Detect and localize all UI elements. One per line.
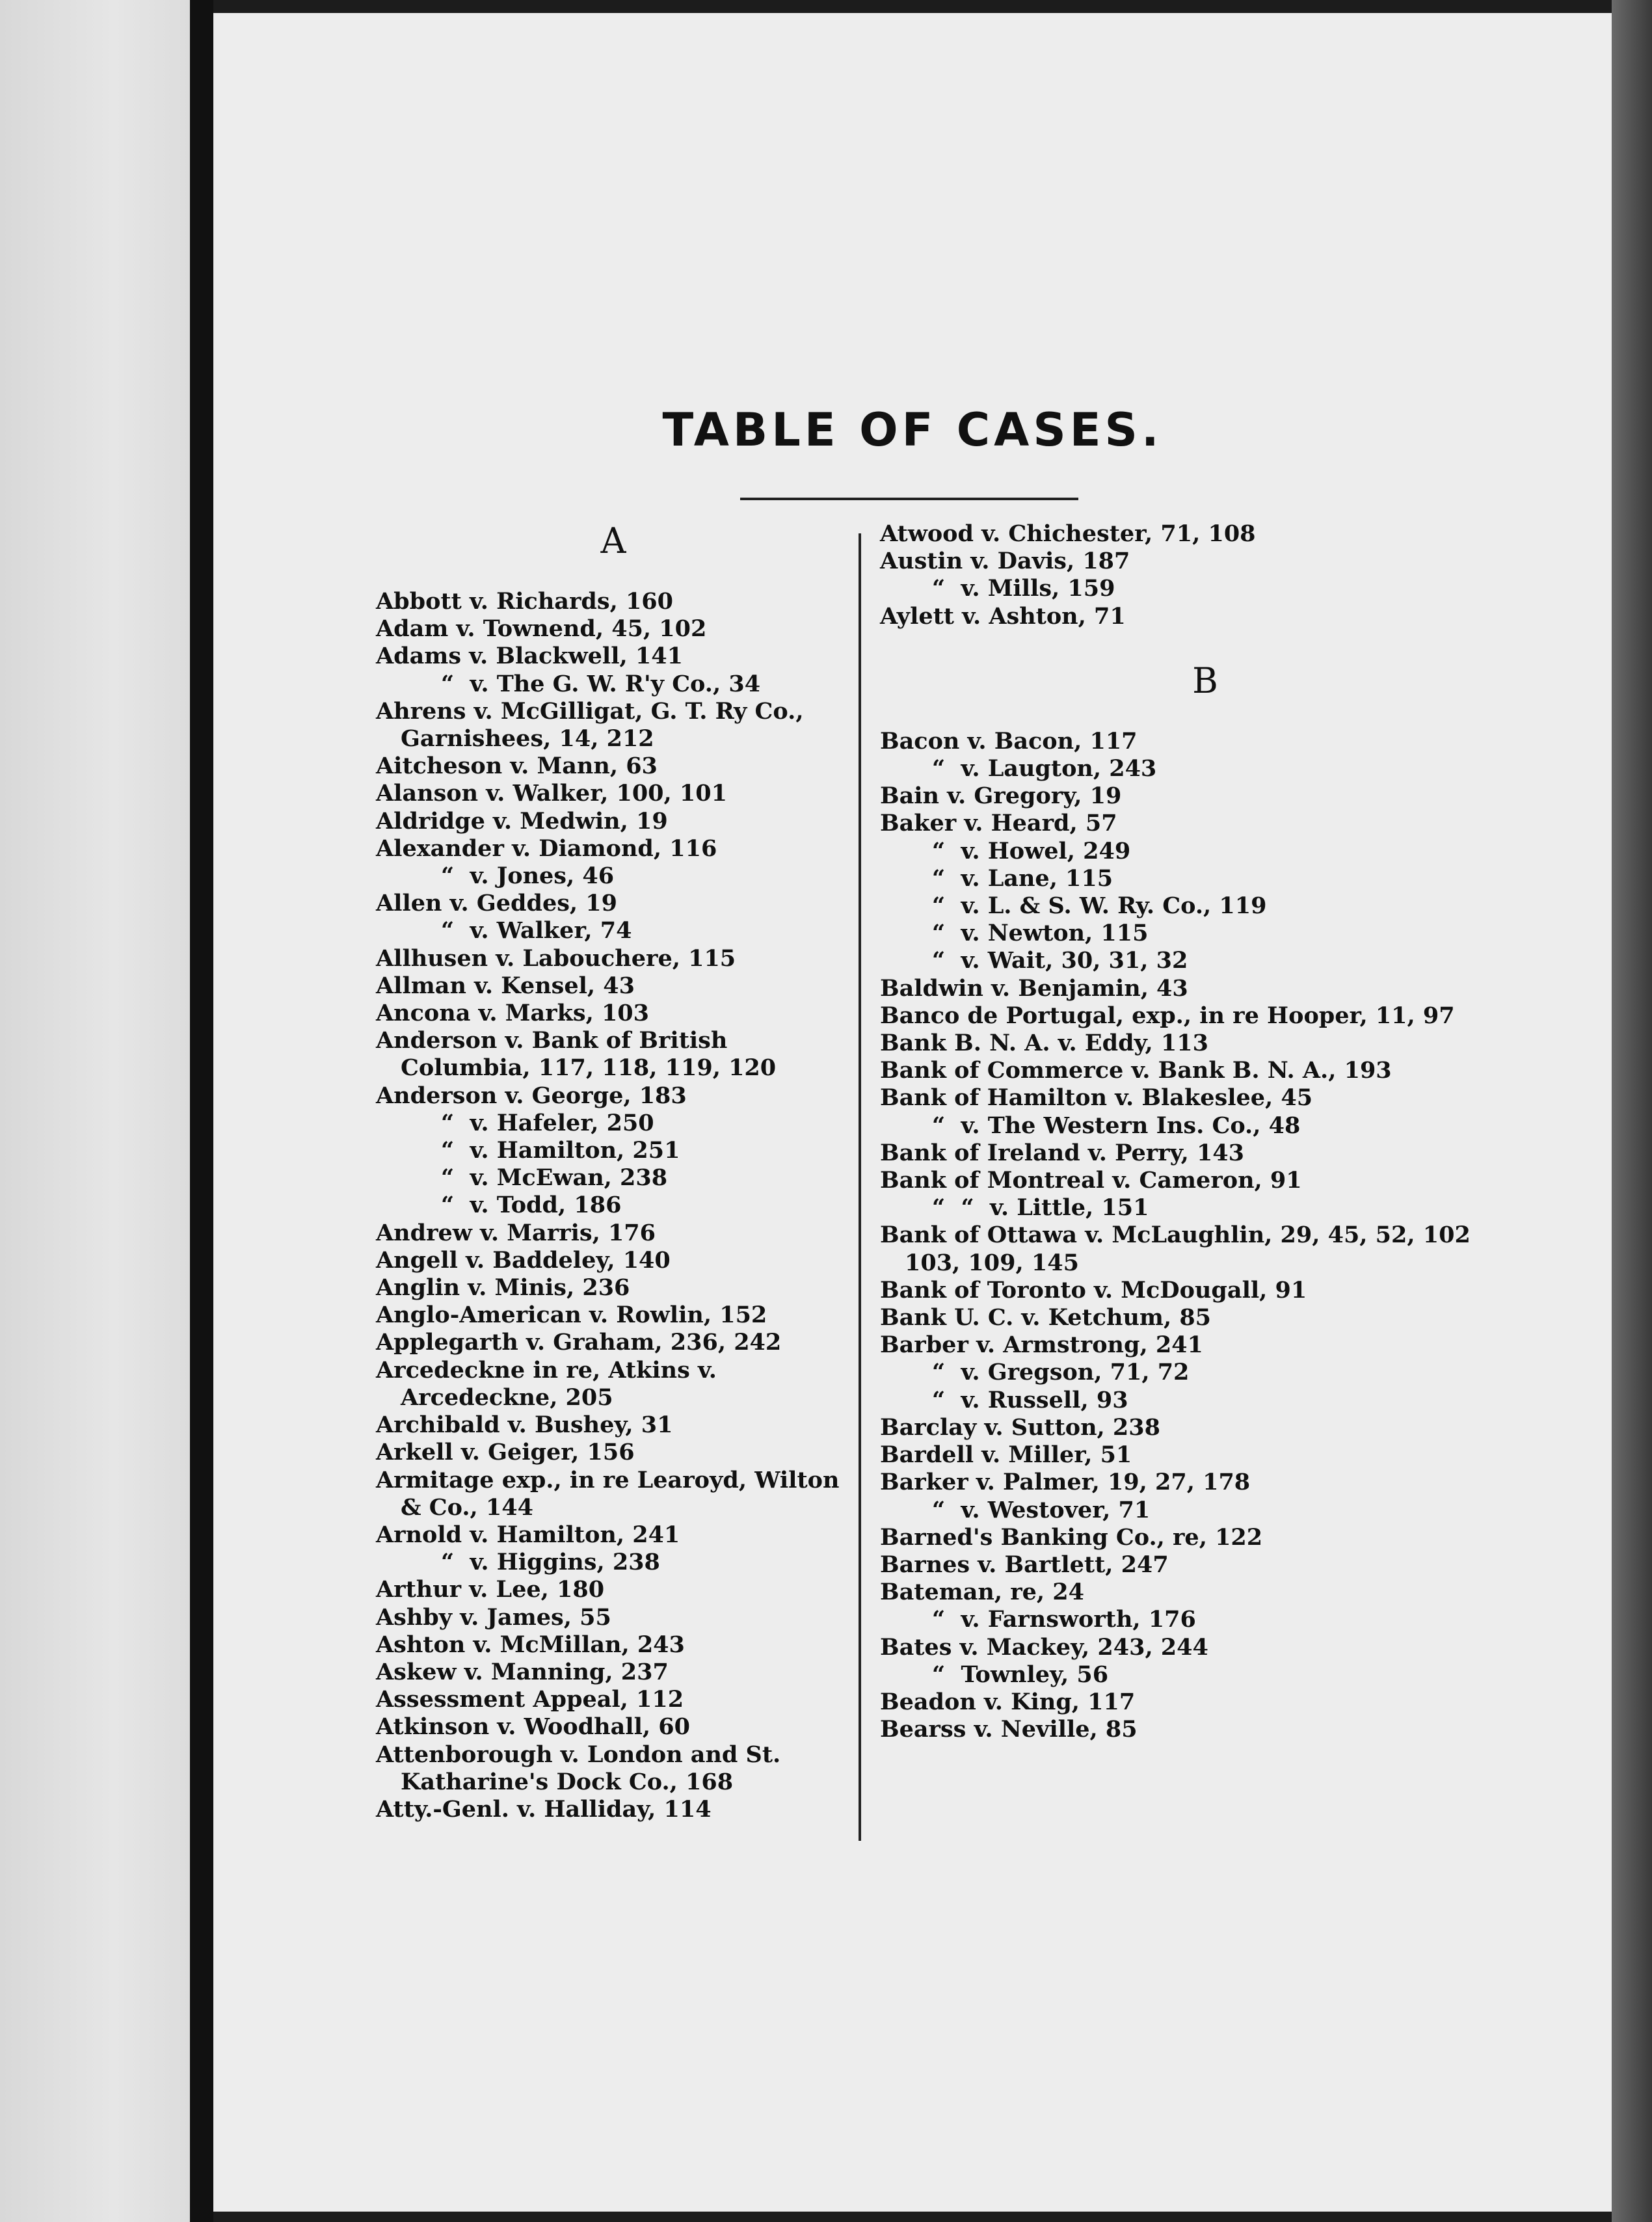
case-entry: Bates v. Mackey, 243, 244 <box>880 1633 1208 1661</box>
case-entry: Barker v. Palmer, 19, 27, 178 <box>880 1469 1251 1496</box>
case-entry: “ v. Walker, 74 <box>441 917 632 944</box>
case-entry: Bank of Toronto v. McDougall, 91 <box>880 1276 1307 1304</box>
case-entry: Abbott v. Richards, 160 <box>376 588 674 615</box>
case-entry: Assessment Appeal, 112 <box>376 1686 684 1713</box>
case-entry: “ v. The G. W. R'y Co., 34 <box>441 670 761 697</box>
case-entry: Bank of Montreal v. Cameron, 91 <box>880 1167 1302 1194</box>
case-entry: Bain v. Gregory, 19 <box>880 783 1122 810</box>
title-rule <box>740 498 1078 500</box>
case-list <box>880 728 1530 1744</box>
case-entry: Atwood v. Chichester, 71, 108 <box>880 520 1256 547</box>
case-entry: Bearss v. Neville, 85 <box>880 1716 1138 1743</box>
case-entry: Allen v. Geddes, 19 <box>376 890 617 917</box>
column-divider <box>859 533 861 1841</box>
case-entry: Arthur v. Lee, 180 <box>376 1576 605 1603</box>
case-entry: Armitage exp., in re Learoyd, Wilton & Co., 144 <box>376 1466 847 1521</box>
case-entry: Ashton v. McMillan, 243 <box>376 1631 685 1658</box>
section-letter: B <box>1192 660 1218 701</box>
case-entry: Bateman, re, 24 <box>880 1579 1085 1606</box>
case-entry: Barclay v. Sutton, 238 <box>880 1413 1160 1441</box>
case-entry: “ v. The Western Ins. Co., 48 <box>932 1112 1301 1139</box>
case-entry: “ v. Howel, 249 <box>932 837 1131 864</box>
case-entry: Bank of Hamilton v. Blakeslee, 45 <box>880 1084 1313 1112</box>
case-entry: Archibald v. Bushey, 31 <box>376 1412 673 1439</box>
document-page <box>213 13 1612 2212</box>
case-entry: Ancona v. Marks, 103 <box>376 1000 649 1027</box>
case-entry: “ v. Newton, 115 <box>932 920 1149 947</box>
case-entry: “ v. Higgins, 238 <box>441 1549 660 1576</box>
case-entry: Beadon v. King, 117 <box>880 1688 1136 1715</box>
case-entry: Arcedeckne in re, Atkins v. Arcedeckne, 205 <box>376 1356 725 1411</box>
case-entry: “ v. Lane, 115 <box>932 864 1113 892</box>
case-entry: Anderson v. Bank of British Columbia, 117, 118, 119, 120 <box>376 1027 777 1082</box>
case-entry: Bardell v. Miller, 51 <box>880 1441 1132 1469</box>
case-entry: Adam v. Townend, 45, 102 <box>376 615 707 643</box>
case-entry: Arkell v. Geiger, 156 <box>376 1439 635 1466</box>
case-entry: Bank of Ireland v. Perry, 143 <box>880 1139 1245 1166</box>
case-entry: Applegarth v. Graham, 236, 242 <box>376 1329 782 1356</box>
page-right-edge <box>1612 0 1652 2222</box>
case-entry: Angell v. Baddeley, 140 <box>376 1246 671 1274</box>
case-entry: Ashby v. James, 55 <box>376 1603 611 1631</box>
case-entry: “ v. Todd, 186 <box>441 1192 622 1219</box>
case-entry: “ v. L. & S. W. Ry. Co., 119 <box>932 892 1267 920</box>
case-entry: “ Townley, 56 <box>932 1661 1109 1688</box>
case-entry: Barnes v. Bartlett, 247 <box>880 1551 1169 1578</box>
case-entry: “ v. Hafeler, 250 <box>441 1109 654 1136</box>
case-entry: “ v. Farnsworth, 176 <box>932 1606 1196 1633</box>
case-entry: Anglin v. Minis, 236 <box>376 1274 630 1302</box>
case-entry: Bank U. C. v. Ketchum, 85 <box>880 1304 1212 1332</box>
case-entry: “ v. Jones, 46 <box>441 863 615 890</box>
case-entry: Adams v. Blackwell, 141 <box>376 643 683 670</box>
case-entry: Atkinson v. Woodhall, 60 <box>376 1713 690 1741</box>
case-entry: Anglo-American v. Rowlin, 152 <box>376 1302 767 1329</box>
case-entry: Allman v. Kensel, 43 <box>376 972 635 999</box>
case-entry: Bank of Ottawa v. McLaughlin, 29, 45, 52, 102 103, 109, 145 <box>880 1222 1478 1276</box>
right-column <box>880 520 1530 1743</box>
case-entry: Askew v. Manning, 237 <box>376 1658 669 1685</box>
case-entry: Bank B. N. A. v. Eddy, 113 <box>880 1030 1208 1057</box>
case-entry: “ v. Mills, 159 <box>932 575 1115 602</box>
case-entry: Austin v. Davis, 187 <box>880 548 1130 575</box>
case-entry: Alexander v. Diamond, 116 <box>376 835 717 862</box>
case-entry: Aylett v. Ashton, 71 <box>880 602 1126 630</box>
case-entry: Arnold v. Hamilton, 241 <box>376 1521 680 1548</box>
left-column <box>376 520 851 1823</box>
case-entry: Ahrens v. McGilligat, G. T. Ry Co., Garnishees, 14, 212 <box>376 697 812 753</box>
case-entry: “ v. Wait, 30, 31, 32 <box>932 947 1188 974</box>
case-entry: “ v. Westover, 71 <box>932 1496 1151 1523</box>
case-list <box>880 520 1530 630</box>
case-entry: Bacon v. Bacon, 117 <box>880 727 1138 755</box>
case-entry: “ v. Russell, 93 <box>932 1386 1128 1413</box>
case-entry: “ v. Gregson, 71, 72 <box>932 1359 1190 1386</box>
case-list <box>376 588 851 1823</box>
case-entry: “ v. McEwan, 238 <box>441 1164 668 1192</box>
case-entry: Barned's Banking Co., re, 122 <box>880 1523 1263 1551</box>
case-entry: Barber v. Armstrong, 241 <box>880 1332 1203 1359</box>
case-entry: Allhusen v. Labouchere, 115 <box>376 944 736 972</box>
case-entry: Alanson v. Walker, 100, 101 <box>376 780 727 807</box>
case-entry: “ v. Hamilton, 251 <box>441 1137 680 1164</box>
case-entry: Baldwin v. Benjamin, 43 <box>880 974 1188 1002</box>
case-entry: Attenborough v. London and St. Katharine's Dock Co., 168 <box>376 1741 789 1795</box>
case-entry: Bank of Commerce v. Bank B. N. A., 193 <box>880 1057 1392 1084</box>
case-entry: Andrew v. Marris, 176 <box>376 1219 656 1246</box>
case-entry: Aitcheson v. Mann, 63 <box>376 753 658 780</box>
binding-gutter <box>190 0 213 2222</box>
case-entry: Atty.-Genl. v. Halliday, 114 <box>376 1795 712 1823</box>
case-entry: Baker v. Heard, 57 <box>880 810 1117 837</box>
facing-page-edge <box>0 0 190 2222</box>
case-entry: Anderson v. George, 183 <box>376 1082 687 1109</box>
case-entry: Aldridge v. Medwin, 19 <box>376 807 668 835</box>
page-title: TABLE OF CASES. <box>662 403 1163 457</box>
case-entry: Banco de Portugal, exp., in re Hooper, 11, 97 <box>880 1002 1455 1029</box>
case-entry: “ “ v. Little, 151 <box>932 1194 1149 1222</box>
section-letter: A <box>600 520 626 561</box>
case-entry: “ v. Laugton, 243 <box>932 755 1157 783</box>
